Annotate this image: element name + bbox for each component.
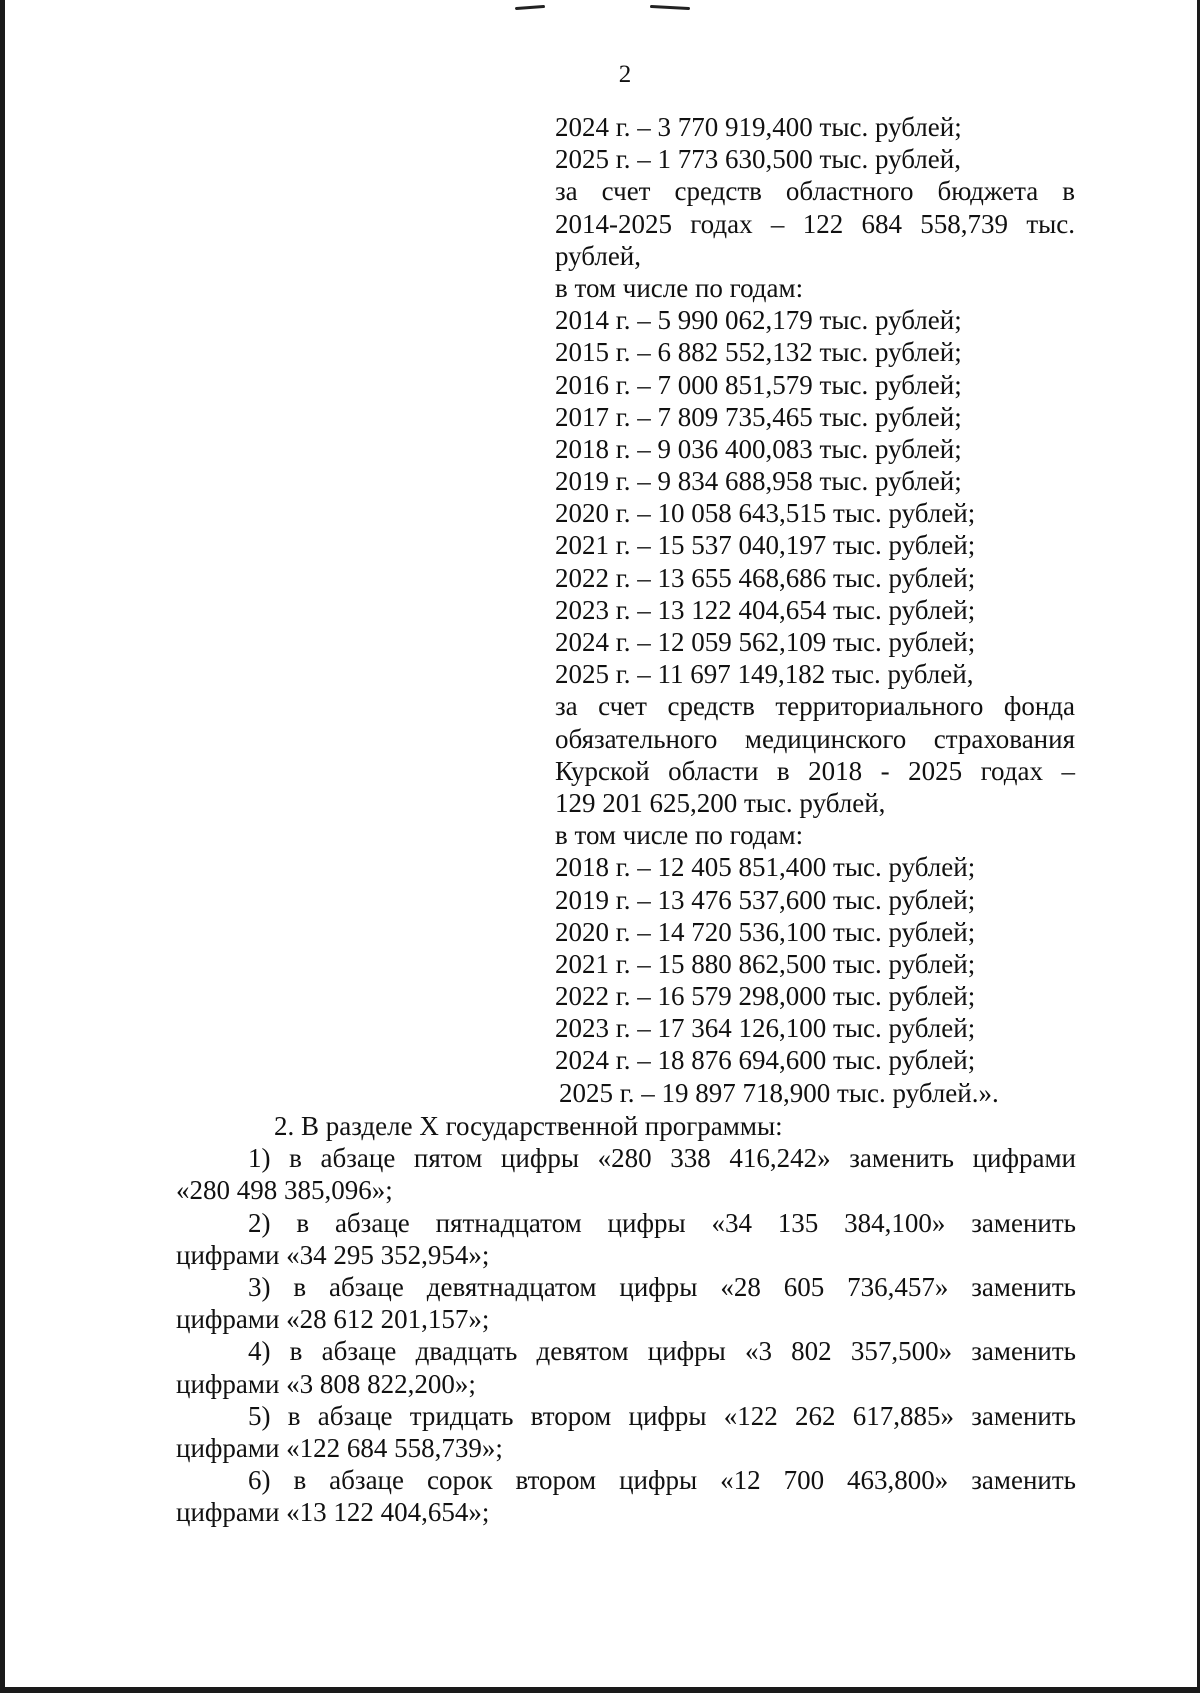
budget-line: 2024 г. – 12 059 562,109 тыс. рублей; — [555, 627, 976, 657]
budget-line: 2021 г. – 15 880 862,500 тыс. рублей; — [555, 948, 976, 979]
budget-line: рублей, — [555, 240, 642, 271]
budget-line: 2022 г. – 16 579 298,000 тыс. рублей; — [555, 981, 976, 1012]
budget-line: 2023 г. – 13 122 404,654 тыс. рублей; — [555, 594, 976, 625]
budget-line: 2025 г. – 19 897 718,900 тыс. рублей.». — [559, 1077, 999, 1108]
budget-line: 2020 г. – 10 058 643,515 тыс. рублей; — [555, 498, 976, 529]
budget-line: 2016 г. – 7 000 851,579 тыс. рублей; — [555, 369, 962, 400]
budget-line: 2021 г. – 15 537 040,197 тыс. рублей; — [555, 530, 976, 561]
amendment-item-continuation: цифрами «3 808 822,200»; — [176, 1368, 476, 1399]
budget-line: за счет средств областного бюджета в — [555, 176, 1075, 207]
amendment-item-continuation: цифрами «122 684 558,739»; — [176, 1432, 503, 1463]
budget-line: 129 201 625,200 тыс. рублей, — [555, 787, 886, 818]
budget-line: 2014 г. – 5 990 062,179 тыс. рублей; — [555, 305, 962, 336]
amendment-item-line: 2) в абзаце пятнадцатом цифры «34 135 384,100» заменить — [248, 1207, 1076, 1238]
budget-line: в том числе по годам: — [555, 820, 804, 851]
budget-line: 2018 г. – 12 405 851,400 тыс. рублей; — [555, 852, 976, 883]
budget-line: 2025 г. – 11 697 149,182 тыс. рублей, — [555, 659, 974, 690]
scan-edge-bottom — [0, 1687, 1200, 1693]
amendment-item-continuation: «280 498 385,096»; — [176, 1175, 393, 1206]
amendments-section — [176, 1110, 1076, 1528]
budget-line: 2020 г. – 14 720 536,100 тыс. рублей; — [555, 916, 976, 947]
amendment-item-continuation: цифрами «28 612 201,157»; — [176, 1304, 490, 1335]
amendment-item-continuation: цифрами «34 295 352,954»; — [176, 1239, 490, 1270]
staple-mark-left — [515, 5, 545, 10]
budget-line: 2022 г. – 13 655 468,686 тыс. рублей; — [555, 562, 976, 593]
amendment-item-line: 6) в абзаце сорок втором цифры «12 700 463,800» заменить — [248, 1465, 1076, 1496]
budget-line: за счет средств территориального фонда — [555, 691, 1075, 722]
budget-line: 2023 г. – 17 364 126,100 тыс. рублей; — [555, 1013, 976, 1044]
budget-line: 2025 г. – 1 773 630,500 тыс. рублей, — [555, 144, 961, 175]
budget-line: 2018 г. – 9 036 400,083 тыс. рублей; — [555, 433, 962, 464]
budget-line: 2019 г. – 9 834 688,958 тыс. рублей; — [555, 466, 962, 497]
budget-line: 2017 г. – 7 809 735,465 тыс. рублей; — [555, 401, 962, 432]
page-number: 2 — [618, 61, 632, 88]
staple-mark-right — [650, 5, 690, 10]
budget-line: Курской области в 2018 - 2025 годах – — [555, 755, 1075, 786]
section-heading: 2. В разделе X государственной программы: — [274, 1111, 783, 1141]
amendment-item-line: 1) в абзаце пятом цифры «280 338 416,242» заменить цифрами — [248, 1143, 1076, 1174]
scan-edge-left — [0, 0, 5, 1693]
budget-line: 2015 г. – 6 882 552,132 тыс. рублей; — [555, 337, 962, 368]
amendment-item-line: 3) в абзаце девятнадцатом цифры «28 605 736,457» заменить — [248, 1271, 1076, 1302]
budget-line: 2024 г. – 3 770 919,400 тыс. рублей; — [555, 112, 962, 142]
amendment-item-line: 5) в абзаце тридцать втором цифры «122 262 617,885» заменить — [248, 1400, 1076, 1431]
budget-figures-block — [555, 111, 1075, 1109]
budget-line: 2019 г. – 13 476 537,600 тыс. рублей; — [555, 884, 976, 915]
amendment-item-line: 4) в абзаце двадцать девятом цифры «3 802 357,500» заменить — [248, 1336, 1076, 1367]
budget-line: 2014-2025 годах – 122 684 558,739 тыс. — [555, 208, 1075, 239]
amendment-item-continuation: цифрами «13 122 404,654»; — [176, 1497, 490, 1528]
budget-line: в том числе по годам: — [555, 272, 804, 303]
budget-line: 2024 г. – 18 876 694,600 тыс. рублей; — [555, 1045, 976, 1076]
budget-line: обязательного медицинского страхования — [555, 723, 1075, 754]
